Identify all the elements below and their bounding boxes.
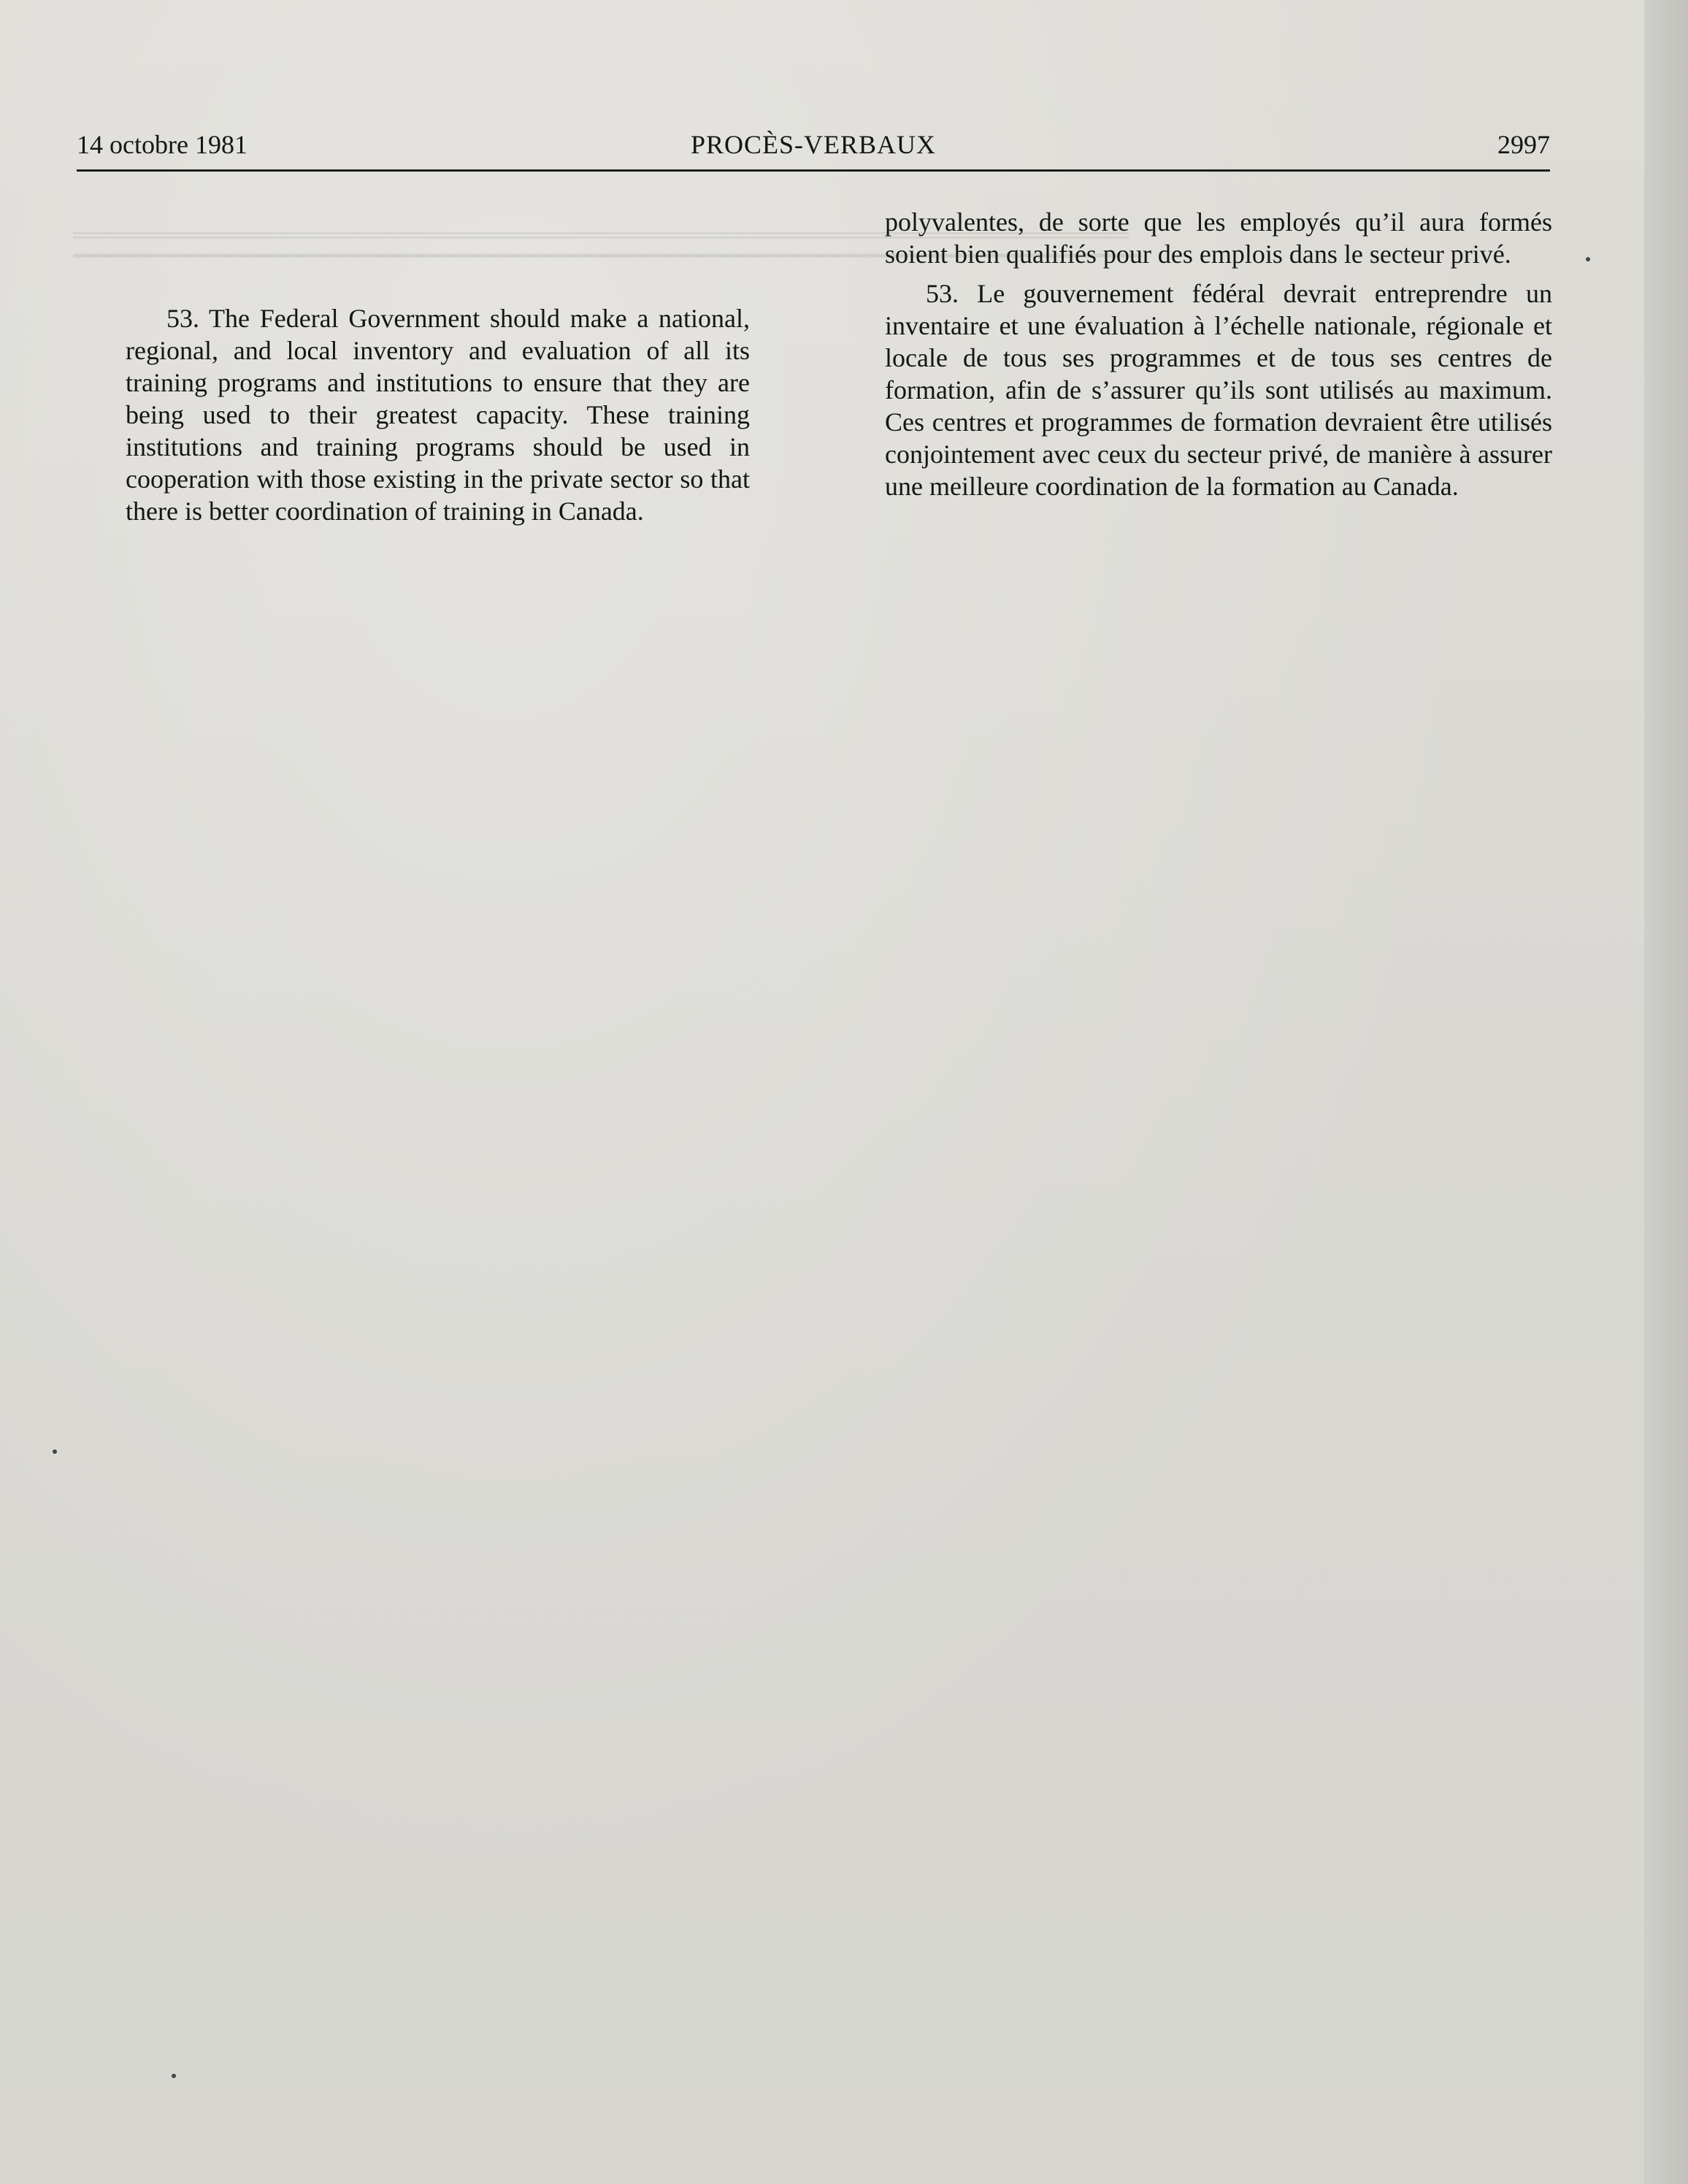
header-title: PROCÈS-VERBAUX — [690, 130, 937, 159]
left-column — [126, 302, 750, 527]
speck — [172, 2074, 176, 2078]
page-number: 2997 — [1497, 130, 1550, 159]
right-column — [885, 206, 1552, 502]
show-through-texture: ════════════════════════════════════════════════════════════ ▁▁▁▁▁▁▁▁▁▁▁▁▁▁▁▁▁▁▁▁▁▁▁▁▁▁▁▁▁▁▁▁▁▁▁▁▁▁▁▁▁▁▁▁▁▁▁▁▁▁▁▁▁▁▁▁ — [73, 222, 1143, 281]
paragraph-53-french: 53. Le gouvernement fédéral devrait entreprendre un inventaire et une évaluation à l’échelle nationale, régionale et locale de tous ses programmes et de tous ses centres de formation, afin de s’assurer qu’ils sont utilisés au maximum. Ces centres et programmes de formation devraient être utilisés conjointement avec ceux du secteur privé, de manière à assurer une meilleure coordination de la formation au Canada. — [885, 279, 1552, 501]
page-header — [77, 123, 1550, 166]
page-edge-shadow — [1644, 0, 1688, 2184]
speck — [53, 1449, 57, 1454]
paragraph-continuation-french: polyvalentes, de sorte que les employés qu’il aura formés soient bien qualifiés pour des emplois dans le secteur privé. — [885, 207, 1552, 269]
speck — [1586, 257, 1590, 261]
header-date: 14 octobre 1981 — [77, 130, 248, 159]
header-rule — [77, 169, 1550, 172]
paragraph-53-english: 53. The Federal Government should make a national, regional, and local inventory and evaluation of all its training programs and institutions to ensure that they are being used to their greatest capacity. These training institutions and training programs should be used in cooperation with those existing in the private sector so that there is better coordination of training in Canada. — [126, 304, 750, 526]
